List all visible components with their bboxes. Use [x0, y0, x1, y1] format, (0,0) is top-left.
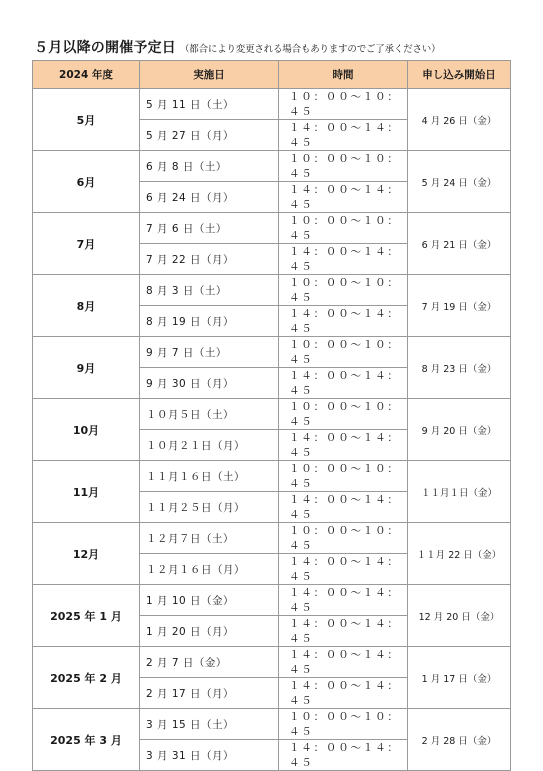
month-cell: 2025 年 3 月: [33, 709, 140, 771]
session-time-cell: １４：００～１４：４５: [279, 430, 408, 461]
application-start-cell: 6 月 21 日（金）: [408, 213, 511, 275]
application-start-cell: 7 月 19 日（金）: [408, 275, 511, 337]
session-time-cell: １４：００～１４：４５: [279, 244, 408, 275]
application-start-cell: 2 月 28 日（金）: [408, 709, 511, 771]
application-start-cell: １１月 22 日（金）: [408, 523, 511, 585]
session-date-cell: 8 月 19 日（月）: [140, 306, 279, 337]
session-time-cell: １４：００～１４：４５: [279, 368, 408, 399]
table-row: [33, 89, 511, 120]
table-row: [33, 585, 511, 616]
session-time-cell: １０：００～１０：４５: [279, 151, 408, 182]
session-date-cell: 1 月 10 日（金）: [140, 585, 279, 616]
session-time-cell: １０：００～１０：４５: [279, 275, 408, 306]
month-cell: 5月: [33, 89, 140, 151]
session-date-cell: 2 月 7 日（金）: [140, 647, 279, 678]
session-date-cell: 5 月 27 日（月）: [140, 120, 279, 151]
table-row: [33, 647, 511, 678]
month-cell: 12月: [33, 523, 140, 585]
session-date-cell: １１月１６日（土）: [140, 461, 279, 492]
session-time-cell: １４：００～１４：４５: [279, 740, 408, 771]
table-row: [33, 337, 511, 368]
table-row: [33, 709, 511, 740]
session-time-cell: １４：００～１４：４５: [279, 678, 408, 709]
session-time-cell: １４：００～１４：４５: [279, 647, 408, 678]
session-date-cell: 6 月 8 日（土）: [140, 151, 279, 182]
month-cell: 7月: [33, 213, 140, 275]
session-time-cell: １０：００～１０：４５: [279, 709, 408, 740]
month-cell: 8月: [33, 275, 140, 337]
session-time-cell: １４：００～１４：４５: [279, 492, 408, 523]
session-time-cell: １４：００～１４：４５: [279, 306, 408, 337]
month-cell: 9月: [33, 337, 140, 399]
session-time-cell: １０：００～１０：４５: [279, 523, 408, 554]
session-date-cell: 9 月 30 日（月）: [140, 368, 279, 399]
month-cell: 2025 年 2 月: [33, 647, 140, 709]
session-date-cell: １２月７日（土）: [140, 523, 279, 554]
session-date-cell: 3 月 15 日（土）: [140, 709, 279, 740]
application-start-cell: 12 月 20 日（金）: [408, 585, 511, 647]
session-date-cell: 5 月 11 日（土）: [140, 89, 279, 120]
header-row: [33, 61, 511, 89]
session-date-cell: 7 月 22 日（月）: [140, 244, 279, 275]
header-month: 2024 年度: [33, 61, 140, 89]
session-date-cell: 9 月 7 日（土）: [140, 337, 279, 368]
session-time-cell: １０：００～１０：４５: [279, 461, 408, 492]
session-time-cell: １４：００～１４：４５: [279, 554, 408, 585]
header-time: 時間: [279, 61, 408, 89]
month-cell: 2025 年 1 月: [33, 585, 140, 647]
session-time-cell: １４：００～１４：４５: [279, 120, 408, 151]
session-date-cell: 1 月 20 日（月）: [140, 616, 279, 647]
page-title: [34, 37, 440, 57]
table-row: [33, 213, 511, 244]
session-time-cell: １４：００～１４：４５: [279, 182, 408, 213]
application-start-cell: 5 月 24 日（金）: [408, 151, 511, 213]
session-date-cell: 2 月 17 日（月）: [140, 678, 279, 709]
month-cell: 10月: [33, 399, 140, 461]
session-date-cell: １０月２１日（月）: [140, 430, 279, 461]
application-start-cell: 9 月 20 日（金）: [408, 399, 511, 461]
session-date-cell: 7 月 6 日（土）: [140, 213, 279, 244]
session-time-cell: １０：００～１０：４５: [279, 213, 408, 244]
title-main: ５月以降の開催予定日: [34, 40, 176, 56]
application-start-cell: 1 月 17 日（金）: [408, 647, 511, 709]
table-row: [33, 275, 511, 306]
session-date-cell: 6 月 24 日（月）: [140, 182, 279, 213]
session-date-cell: １１月２５日（月）: [140, 492, 279, 523]
schedule-table-header: [33, 61, 511, 89]
session-time-cell: １０：００～１０：４５: [279, 337, 408, 368]
session-time-cell: １４：００～１４：４５: [279, 585, 408, 616]
header-start: 申し込み開始日: [408, 61, 511, 89]
application-start-cell: 4 月 26 日（金）: [408, 89, 511, 151]
session-time-cell: １４：００～１４：４５: [279, 616, 408, 647]
session-date-cell: １２月１６日（月）: [140, 554, 279, 585]
table-row: [33, 151, 511, 182]
session-time-cell: １０：００～１０：４５: [279, 89, 408, 120]
header-date: 実施日: [140, 61, 279, 89]
schedule-table: [32, 60, 511, 771]
table-row: [33, 461, 511, 492]
session-date-cell: １０月５日（土）: [140, 399, 279, 430]
title-note: （都合により変更される場合もありますのでご了承ください）: [180, 44, 441, 55]
session-date-cell: 3 月 31 日（月）: [140, 740, 279, 771]
table-row: [33, 399, 511, 430]
month-cell: 11月: [33, 461, 140, 523]
application-start-cell: 8 月 23 日（金）: [408, 337, 511, 399]
session-date-cell: 8 月 3 日（土）: [140, 275, 279, 306]
month-cell: 6月: [33, 151, 140, 213]
schedule-table-body: [33, 89, 511, 771]
application-start-cell: １１月１日（金）: [408, 461, 511, 523]
session-time-cell: １０：００～１０：４５: [279, 399, 408, 430]
table-row: [33, 523, 511, 554]
